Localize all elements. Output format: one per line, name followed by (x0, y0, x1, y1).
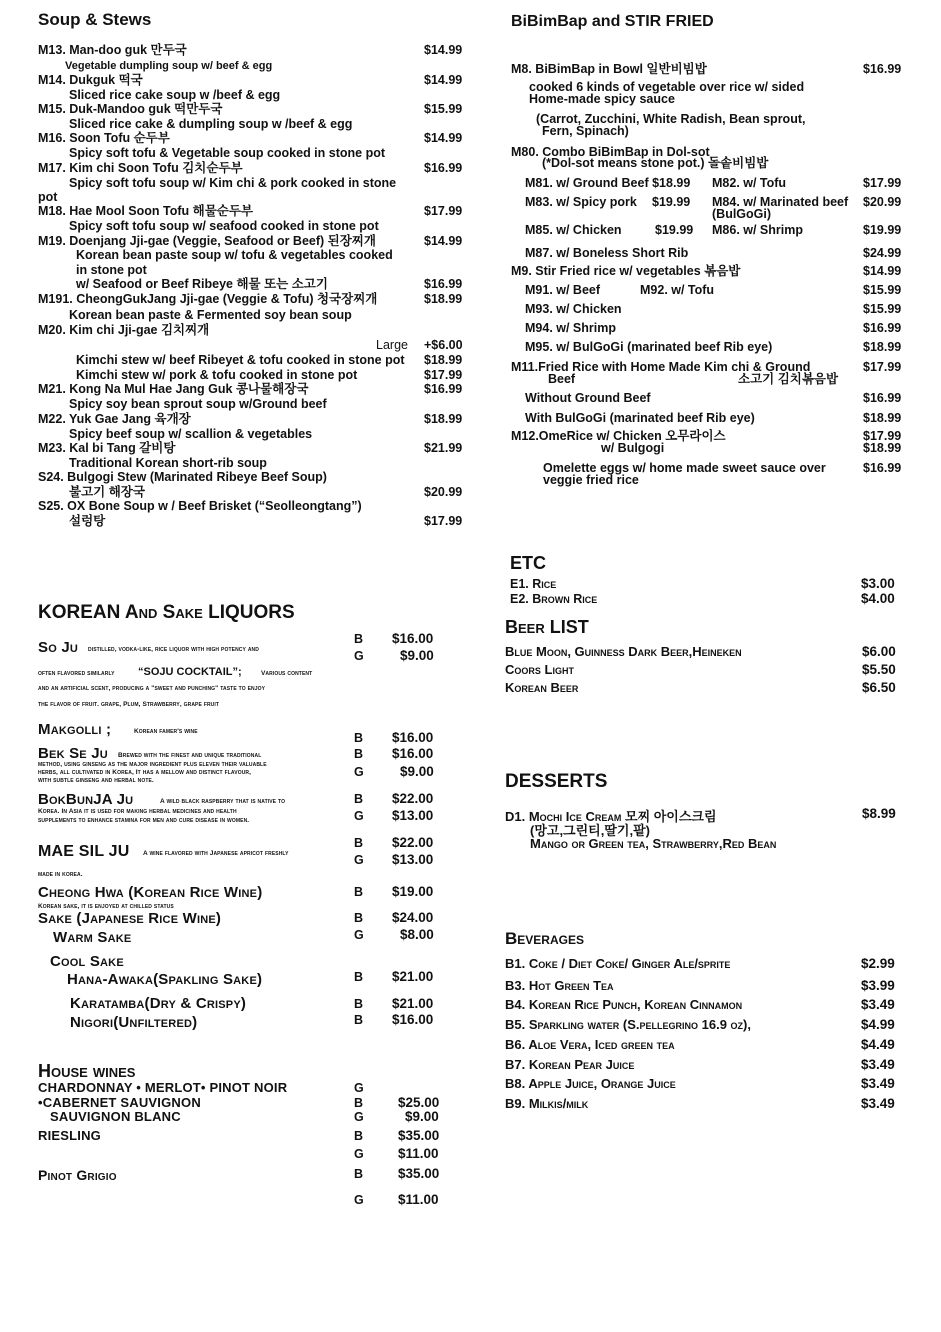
item-desc: cooked 6 kinds of vegetable over rice w/ sided (529, 80, 805, 94)
riesling-price-b: $35.00 (398, 1128, 440, 1143)
liquor-desc: supplements to enhance stamina for men and cure disease in women. (38, 817, 250, 824)
size-b: B (354, 885, 364, 899)
item-desc: Traditional Korean short-rib soup (69, 456, 267, 470)
beverage-price: $3.49 (861, 1076, 895, 1091)
m12-label-b: w/ Bulgogi (601, 441, 665, 455)
beverages-section-title: Beverages (505, 929, 584, 948)
item-price: $17.99 (424, 368, 463, 382)
m11-label: M11.Fried Rice with Home Made Kim chi & Ground (511, 360, 811, 374)
beverage-price: $2.99 (861, 956, 895, 971)
m84-label: M84. w/ Marinated beef (712, 195, 849, 209)
m81-label: M81. w/ Ground Beef $18.99 (525, 176, 691, 190)
item-price: $14.99 (424, 131, 463, 145)
item-name: M15. Duk-Mandoo guk 떡만두국 (38, 102, 223, 116)
price-g: $13.00 (392, 808, 434, 823)
beverage-item: B9. Milkis/milk (505, 1096, 589, 1111)
item-price: $16.99 (863, 62, 902, 76)
riesling-price-g: $11.00 (398, 1146, 439, 1161)
size-g: G (354, 928, 364, 942)
m12-label: M12.OmeRice w/ Chicken 오무라이스 (511, 429, 726, 443)
liquor-desc: Korean famer's wine (134, 728, 198, 735)
price-g: $9.00 (400, 764, 434, 779)
size-b: B (354, 911, 364, 925)
soup-section-title: Soup & Stews (38, 10, 152, 29)
item-name: M17. Kim chi Soon Tofu 김치순두부 (38, 161, 243, 175)
liquor-name: BokBunJA Ju (38, 791, 134, 808)
item-desc: in stone pot (76, 263, 147, 277)
m94-price: $16.99 (863, 321, 902, 335)
beverage-price: $4.49 (861, 1037, 895, 1052)
m93-label: M93. w/ Chicken (525, 302, 622, 316)
price-b: $16.00 (392, 746, 434, 761)
size-b: B (354, 997, 364, 1011)
beverage-price: $4.99 (861, 1017, 895, 1032)
item-name: M23. Kal bi Tang 갈비탕 (38, 441, 176, 455)
item-name: M19. Doenjang Jji-gae (Veggie, Seafood or Beef) 된장찌개 (38, 234, 376, 248)
item-price: $14.99 (424, 234, 463, 248)
large-label: Large (376, 338, 408, 352)
price-b: $16.00 (392, 1012, 434, 1027)
item-desc: Spicy beef soup w/ scallion & vegetables (69, 427, 313, 441)
m95-label: M95. w/ BulGoGi (marinated beef Rib eye) (525, 340, 773, 354)
item-desc: Fern, Spinach) (542, 124, 629, 138)
omelette-price: $16.99 (863, 461, 902, 475)
liquors-section-title: KOREAN And Sake LIQUORS (38, 602, 295, 623)
m87-price: $24.99 (863, 246, 902, 260)
liquor-desc: Korean sake, it is enjoyed at chilled status (38, 903, 174, 910)
item-name: S24. Bulgogi Stew (Marinated Ribeye Beef Soup) (38, 470, 327, 484)
m82-label: M82. w/ Tofu (712, 176, 787, 190)
soju-cocktail: “SOJU COCKTAIL”; (138, 666, 242, 678)
item-name: M20. Kim chi Jji-gae 김치찌개 (38, 323, 210, 337)
liquor-desc: method, using ginseng as the major ingredient plus eleven their valuable (38, 761, 267, 768)
item-price: $18.99 (424, 353, 463, 367)
item-desc: Spicy soft tofu & Vegetable soup cooked in stone pot (69, 146, 386, 160)
item-price: $18.99 (424, 292, 463, 306)
liquor-name: Sake (Japanese Rice Wine) (38, 910, 222, 927)
m85-label: M85. w/ Chicken (525, 223, 622, 237)
m84-price: $20.99 (863, 195, 902, 209)
liquor-name: Makgolli ; (38, 721, 112, 738)
m9-price: $14.99 (863, 264, 902, 278)
liquor-desc: the flavor of fruit. grape, Plum, Strawberry, grape fruit (38, 701, 220, 708)
liquor-desc: A wine flavored with Japanese apricot freshly (143, 850, 289, 857)
liquor-desc: Various content (261, 670, 313, 677)
beverage-price: $3.49 (861, 1096, 895, 1111)
beer-1-price: $6.00 (862, 644, 896, 659)
pinot-price-g: $11.00 (398, 1192, 439, 1207)
item-price: $16.99 (424, 382, 463, 396)
item-desc: Kimchi stew w/ beef Ribeyet & tofu cooked in stone pot (76, 353, 405, 367)
e2-label: E2. Brown Rice (510, 592, 598, 606)
beer-section-title: Beer LIST (505, 617, 589, 637)
size-g: G (354, 809, 364, 823)
item-note: (*Dol-sot means stone pot.) 돌솥비빔밥 (542, 156, 769, 170)
m11-price: $17.99 (863, 360, 902, 374)
liquor-name: Warm Sake (53, 929, 132, 946)
liquor-name: MAE SIL JU (38, 843, 130, 860)
m87-label: M87. w/ Boneless Short Rib (525, 246, 689, 260)
item-name: M191. CheongGukJang Jji-gae (Veggie & Tofu) 청국장찌개 (38, 292, 378, 306)
beverage-item: B5. Sparkling water (S.pellegrino 16.9 oz), (505, 1017, 751, 1032)
liquor-desc: and an artificial scent, producing a "sweet and punching" taste to enjoy (38, 685, 266, 692)
etc-section-title: ETC (510, 553, 546, 573)
size-b: B (354, 747, 364, 761)
size-g: G (354, 853, 364, 867)
item-desc: Vegetable dumpling soup w/ beef & egg (65, 60, 273, 72)
liquor-desc: Brewed with the finest and unique traditional (118, 752, 262, 759)
price-g: $13.00 (392, 852, 434, 867)
size-b: B (354, 632, 364, 646)
item-desc: pot (38, 190, 58, 204)
item-name: M18. Hae Mool Soon Tofu 해물순두부 (38, 204, 254, 218)
size-b: B (354, 1096, 364, 1110)
pinot-price-b: $35.00 (398, 1166, 440, 1181)
house-price-b: $25.00 (398, 1095, 440, 1110)
m85-price: $19.99 (655, 223, 694, 237)
size-g: G (354, 1193, 364, 1207)
price-g: $9.00 (400, 648, 434, 663)
item-price: $20.99 (424, 485, 463, 499)
beverage-item: B6. Aloe Vera, Iced green tea (505, 1037, 675, 1052)
bibimbap-section-title: BiBimBap and STIR FRIED (511, 13, 714, 30)
m11-label-b: Beef (548, 372, 576, 386)
beer-1: Blue Moon, Guinness Dark Beer,Heineken (505, 644, 742, 659)
item-name: M22. Yuk Gae Jang 육개장 (38, 412, 191, 426)
item-price: $17.99 (424, 204, 463, 218)
riesling-label: RIESLING (38, 1128, 101, 1143)
m94-label: M94. w/ Shrimp (525, 321, 616, 335)
d1-price: $8.99 (862, 806, 896, 821)
liquor-desc: Korea. In Asia it is used for making herbal medicines and health (38, 808, 237, 815)
d1-desc: Mango or Green tea, Strawberry,Red Bean (530, 836, 777, 851)
size-g: G (354, 765, 364, 779)
beverage-item: B3. Hot Green Tea (505, 978, 614, 993)
item-desc: Spicy soft tofu soup w/ seafood cooked in stone pot (69, 219, 379, 233)
d1-kor: (망고,그린티,딸기,팥) (530, 823, 650, 838)
beer-2-price: $5.50 (862, 662, 896, 677)
item-sub: w/ Seafood or Beef Ribeye 해물 또는 소고기 (76, 277, 328, 291)
item-price: $21.99 (424, 441, 463, 455)
item-name: M16. Soon Tofu 순두부 (38, 131, 170, 145)
e2-price: $4.00 (861, 591, 895, 606)
size-g: G (354, 649, 364, 663)
size-b: B (354, 1013, 364, 1027)
omelette-desc: veggie fried rice (543, 473, 639, 487)
house-price-g: $9.00 (405, 1109, 439, 1124)
beer-3-price: $6.50 (862, 680, 896, 695)
m12-price1: $17.99 (863, 429, 902, 443)
beverage-price: $3.49 (861, 1057, 895, 1072)
m84-sub: (BulGoGi) (712, 207, 772, 221)
beverage-price: $3.99 (861, 978, 895, 993)
m91-price: $15.99 (863, 283, 902, 297)
e1-label: E1. Rice (510, 577, 557, 591)
item-price: $16.99 (424, 161, 463, 175)
pinot-label: Pinot Grigio (38, 1167, 117, 1183)
liquor-desc: herbs, all cultivated in Korea, It has a mellow and distinct flavour, (38, 769, 252, 776)
m93-price: $15.99 (863, 302, 902, 316)
m82-price: $17.99 (863, 176, 902, 190)
item-desc: Spicy soft tofu soup w/ Kim chi & pork cooked in stone (69, 176, 397, 190)
item-desc: Sliced rice cake soup w /beef & egg (69, 88, 281, 102)
with-price: $18.99 (863, 411, 902, 425)
price-b: $24.00 (392, 910, 434, 925)
liquor-name: So Ju (38, 639, 79, 656)
item-price: $17.99 (424, 514, 463, 528)
price-b: $16.00 (392, 631, 434, 646)
item-price: $18.99 (424, 412, 463, 426)
beverage-item: B4. Korean Rice Punch, Korean Cinnamon (505, 997, 743, 1012)
size-b: B (354, 731, 364, 745)
house-wine-line-2: •CABERNET SAUVIGNON (38, 1095, 201, 1110)
size-b: B (354, 1167, 364, 1181)
beverage-price: $3.49 (861, 997, 895, 1012)
price-b: $22.00 (392, 835, 434, 850)
item-name: S25. OX Bone Soup w / Beef Brisket (“Seolleongtang”) (38, 499, 362, 513)
item-name: M14. Dukguk 떡국 (38, 73, 143, 87)
item-desc: Kimchi stew w/ pork & tofu cooked in stone pot (76, 368, 358, 382)
size-g: G (354, 1081, 364, 1095)
price-b: $19.00 (392, 884, 434, 899)
e1-price: $3.00 (861, 576, 895, 591)
item-desc: Home-made spicy sauce (529, 92, 675, 106)
beverage-item: B7. Korean Pear Juice (505, 1057, 635, 1072)
size-b: B (354, 792, 364, 806)
large-price: +$6.00 (424, 338, 463, 352)
house-wines-title: House wines (38, 1061, 136, 1081)
m83-label: M83. w/ Spicy pork (525, 195, 637, 209)
price-g: $8.00 (400, 927, 434, 942)
size-b: B (354, 970, 364, 984)
item-price: $14.99 (424, 73, 463, 87)
item-kor: 설렁탕 (69, 514, 106, 528)
m86-price: $19.99 (863, 223, 902, 237)
omelette-desc: Omelette eggs w/ home made sweet sauce over (543, 461, 826, 475)
liquor-desc: often flavored similarly (38, 670, 115, 677)
m95-price: $18.99 (863, 340, 902, 354)
size-b: B (354, 836, 364, 850)
item-desc: (Carrot, Zucchini, White Radish, Bean sprout, (536, 112, 806, 126)
beverage-item: B1. Coke / Diet Coke/ Ginger Ale/sprite (505, 956, 731, 971)
liquor-name: Cheong Hwa (Korean Rice Wine) (38, 884, 263, 901)
m91-label: M91. w/ Beef (525, 283, 601, 297)
beer-2: Coors Light (505, 662, 574, 677)
item-name: M13. Man-doo guk 만두국 (38, 43, 187, 57)
liquor-name: Bek Se Ju (38, 745, 108, 762)
m11-kor: 소고기 김치볶음밥 (738, 372, 839, 386)
item-price: $15.99 (424, 102, 463, 116)
item-kor: 불고기 해장국 (69, 485, 145, 499)
cool-sake-heading: Cool Sake (50, 953, 124, 970)
liquor-name: Karatamba(Dry & Crispy) (70, 995, 247, 1012)
item-price: $14.99 (424, 43, 463, 57)
liquor-name: Hana-Awaka(Spakling Sake) (67, 971, 263, 988)
m12-price2: $18.99 (863, 441, 902, 455)
item-desc: Korean bean paste soup w/ tofu & vegetables cooked (76, 248, 393, 262)
liquor-desc: A wild black raspberry that is native to (160, 798, 286, 805)
beverage-item: B8. Apple Juice, Orange Juice (505, 1076, 676, 1091)
house-wine-line-1: CHARDONNAY • MERLOT• PINOT NOIR (38, 1080, 288, 1095)
liquor-desc: made in korea. (38, 871, 83, 878)
price-b: $16.00 (392, 730, 434, 745)
d1-label: D1. Mochi Ice Cream 모찌 아이스크림 (505, 809, 717, 824)
m92-label: M92. w/ Tofu (640, 283, 715, 297)
with-label: With BulGoGi (marinated beef Rib eye) (525, 411, 755, 425)
without-label: Without Ground Beef (525, 391, 651, 405)
liquor-name: Nigori(Unfiltered) (70, 1014, 198, 1031)
item-name: M8. BiBimBap in Bowl 일반비빔밥 (511, 62, 707, 76)
m86-label: M86. w/ Shrimp (712, 223, 803, 237)
item-desc: Korean bean paste & Fermented soy bean soup (69, 308, 352, 322)
price-b: $21.00 (392, 969, 434, 984)
liquor-desc: with subtle ginseng and herbal note. (38, 777, 154, 784)
liquor-desc: distilled, vodka-like, rice liquor with high potency and (88, 646, 259, 653)
size-g: G (354, 1110, 364, 1124)
item-price: $16.99 (424, 277, 463, 291)
desserts-section-title: DESSERTS (505, 771, 608, 792)
item-desc: Spicy soy bean sprout soup w/Ground beef (69, 397, 327, 411)
house-wine-line-3: SAUVIGNON BLANC (50, 1109, 181, 1124)
item-desc: Sliced rice cake & dumpling soup w /beef & egg (69, 117, 353, 131)
m83-price: $19.99 (652, 195, 691, 209)
m9-label: M9. Stir Fried rice w/ vegetables 볶음밥 (511, 264, 741, 278)
beer-3: Korean Beer (505, 680, 579, 695)
without-price: $16.99 (863, 391, 902, 405)
item-name: M80. Combo BiBimBap in Dol-sot (511, 145, 710, 159)
size-g: G (354, 1147, 364, 1161)
size-b: B (354, 1129, 364, 1143)
item-name: M21. Kong Na Mul Hae Jang Guk 콩나물해장국 (38, 382, 309, 396)
price-b: $22.00 (392, 791, 434, 806)
price-b: $21.00 (392, 996, 434, 1011)
